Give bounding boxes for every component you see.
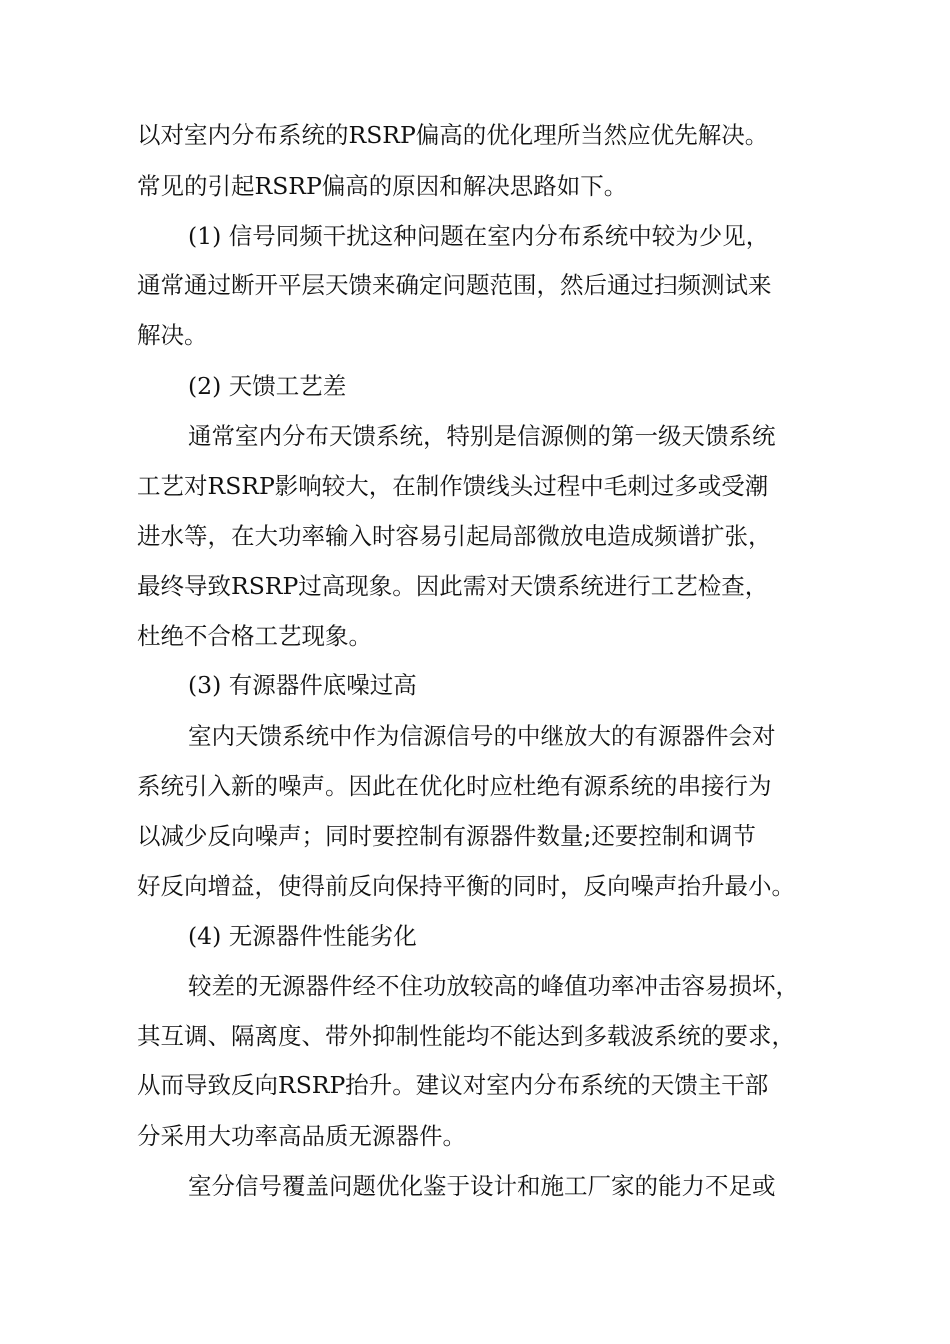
text-line: 解决。 [137,321,208,349]
text-line: 工艺对RSRP影响较大，在制作馈线头过程中毛刺过多或受潮 [137,472,769,500]
text-line: 分采用大功率高品质无源器件。 [137,1122,466,1150]
section-heading: (2) 天馈工艺差 [188,372,347,400]
text-line: 通常室内分布天馈系统，特别是信源侧的第一级天馈系统 [188,422,776,450]
text-line: 进水等，在大功率输入时容易引起局部微放电造成频谱扩张， [137,522,772,550]
text-line: 以对室内分布系统的RSRP偏高的优化理所当然应优先解决。 [137,121,769,149]
section-heading: (4) 无源器件性能劣化 [188,922,417,950]
text-line: 杜绝不合格工艺现象。 [137,622,372,650]
text-line: 从而导致反向RSRP抬升。建议对室内分布系统的天馈主干部 [137,1071,769,1099]
text-line: 其互调、隔离度、带外抑制性能均不能达到多载波系统的要求， [137,1022,795,1050]
text-line: 室内天馈系统中作为信源信号的中继放大的有源器件会对 [188,722,776,750]
text-line: 好反向增益，使得前反向保持平衡的同时，反向噪声抬升最小。 [137,872,795,900]
text-line: (1) 信号同频干扰这种问题在室内分布系统中较为少见， [188,222,770,250]
text-line: 以减少反向噪声；同时要控制有源器件数量;还要控制和调节 [137,822,756,850]
section-heading: (3) 有源器件底噪过高 [188,671,417,699]
text-line: 较差的无源器件经不住功放较高的峰值功率冲击容易损坏， [188,972,799,1000]
text-line: 最终导致RSRP过高现象。因此需对天馈系统进行工艺检查， [137,572,769,600]
text-line: 常见的引起RSRP偏高的原因和解决思路如下。 [137,172,628,200]
text-line: 系统引入新的噪声。因此在优化时应杜绝有源系统的串接行为 [137,772,772,800]
text-line: 室分信号覆盖问题优化鉴于设计和施工厂家的能力不足或 [188,1172,776,1200]
text-line: 通常通过断开平层天馈来确定问题范围，然后通过扫频测试来 [137,271,772,299]
